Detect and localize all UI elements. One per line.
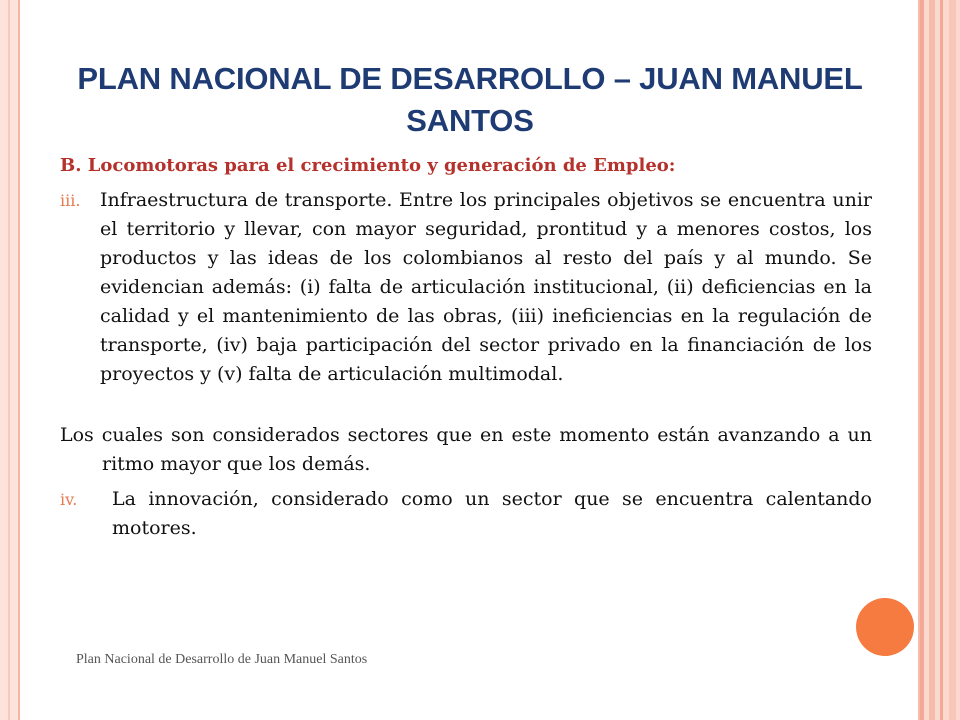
decorative-circle xyxy=(856,598,914,656)
section-subtitle: B. Locomotoras para el crecimiento y generación de Empleo: xyxy=(60,155,676,176)
list-item-text: Infraestructura de transporte. Entre los principales objetivos se encuentra unir el territorio y llevar, con mayor seguridad, prontitud y a menores costos, los productos y las ideas de los colombianos al resto del país y al mundo. Se evidencian además: (i) falta de articulación institucional, (ii) deficiencias en la calidad y el mantenimiento de las obras, (iii) ineficiencias en la regulación de transporte, (iv) baja participación del sector privado en la financiación de los proyectos y (v) falta de articulación multimodal. xyxy=(100,189,872,385)
list-item-text: La innovación, considerado como un sector que se encuentra calentando motores. xyxy=(112,488,872,539)
list-marker: iii. xyxy=(60,191,81,210)
body-paragraph: Los cuales son considerados sectores que en este momento están avanzando a un ritmo mayor que los demás. xyxy=(60,424,872,475)
left-decorative-border xyxy=(0,0,20,720)
list-item-iv xyxy=(60,485,872,543)
slide-content xyxy=(60,152,872,543)
list-item-iii xyxy=(60,186,872,389)
slide-title: PLAN NACIONAL DE DESARROLLO – JUAN MANUEL SANTOS xyxy=(77,61,863,138)
slide-footer: Plan Nacional de Desarrollo de Juan Manuel Santos xyxy=(76,652,368,667)
right-decorative-stripes xyxy=(920,0,960,720)
list-marker: iv. xyxy=(60,490,78,509)
